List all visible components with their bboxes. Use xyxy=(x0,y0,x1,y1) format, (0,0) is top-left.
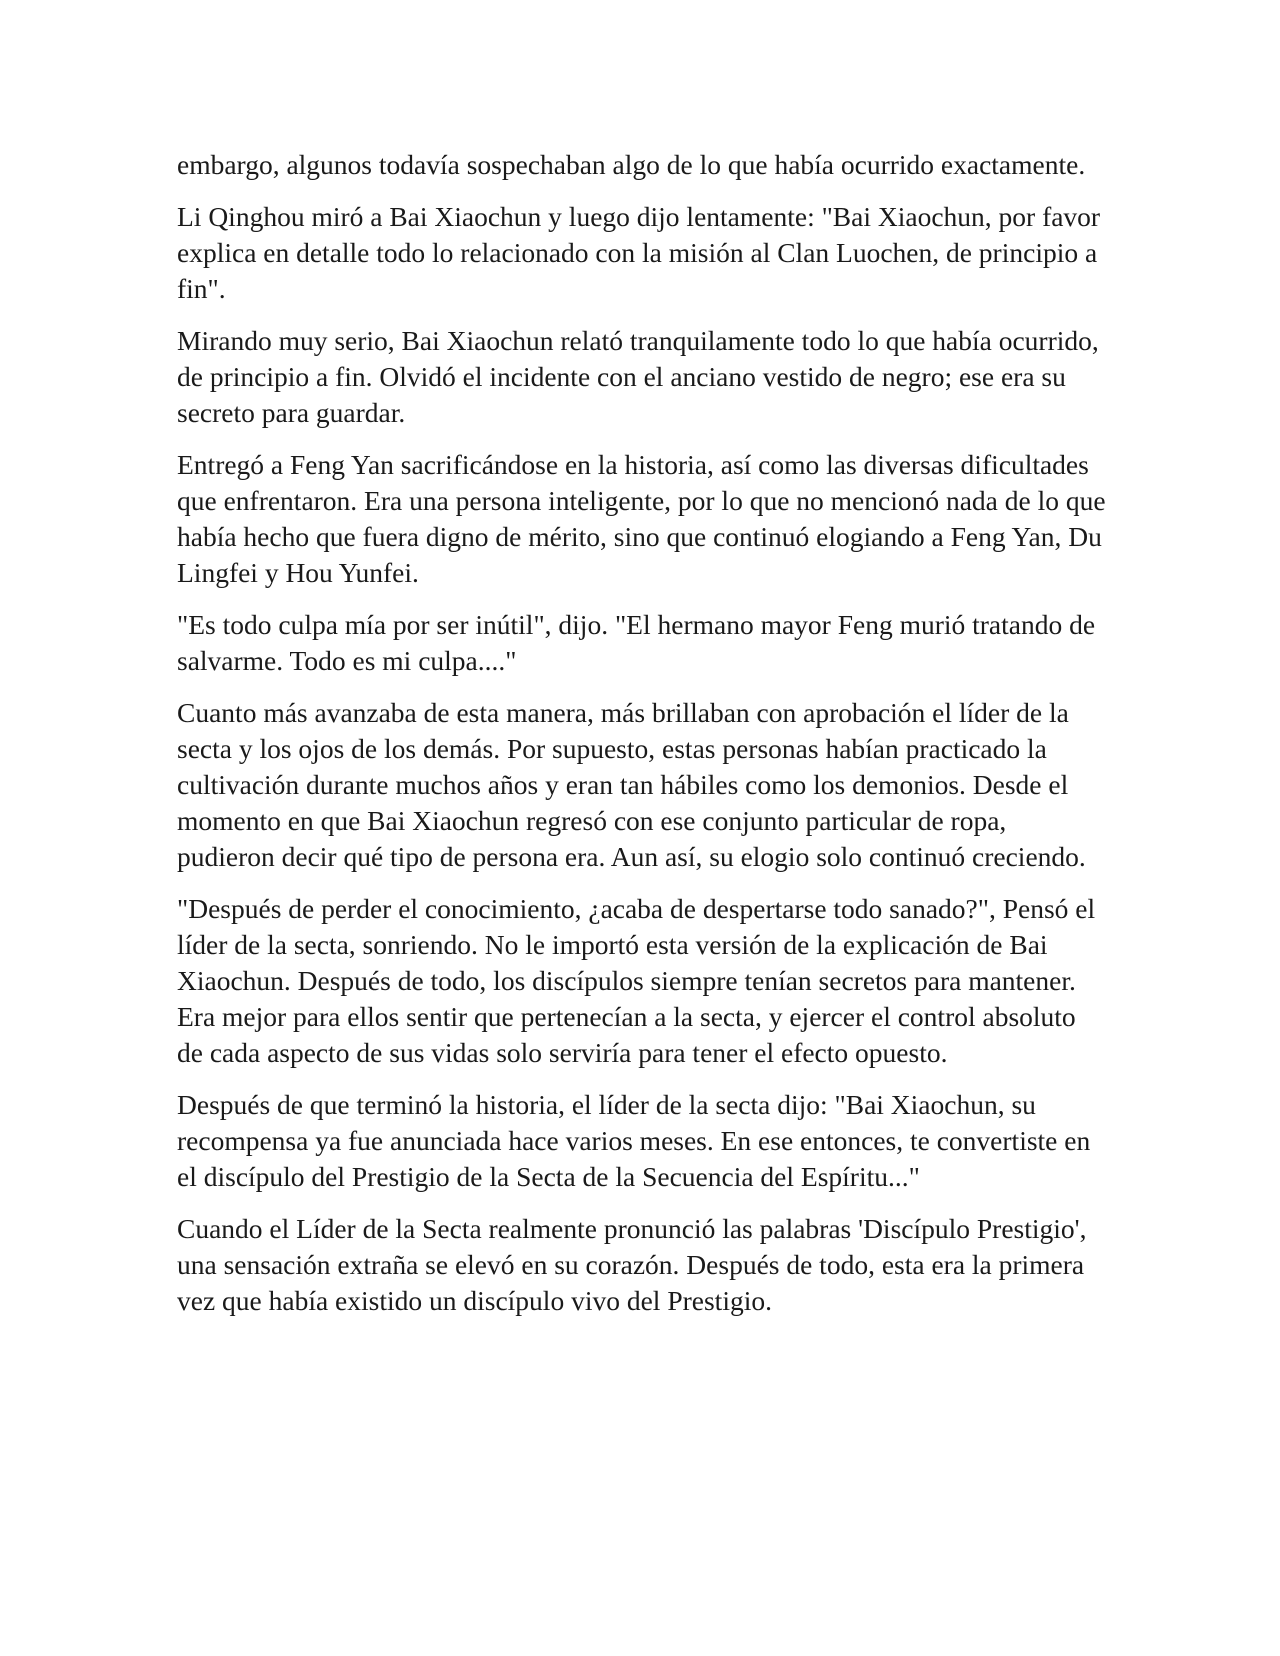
paragraph-4: Entregó a Feng Yan sacrificándose en la historia, así como las diversas dificultades que enfrentaron. Era una persona inteligente, por lo que no mencionó nada de lo que había hecho que fuera digno de mérito, sino que continuó elogiando a Feng Yan, Du Lingfei y Hou Yunfei. xyxy=(177,449,1106,588)
document-body xyxy=(177,147,1107,1335)
paragraph-2: Li Qinghou miró a Bai Xiaochun y luego dijo lentamente: "Bai Xiaochun, por favor explica en detalle todo lo relacionado con la misión al Clan Luochen, de principio a fin". xyxy=(177,201,1101,304)
paragraph-1: embargo, algunos todavía sospechaban algo de lo que había ocurrido exactamente. xyxy=(177,149,1086,180)
paragraph-9: Cuando el Líder de la Secta realmente pronunció las palabras 'Discípulo Prestigio', una sensación extraña se elevó en su corazón. Después de todo, esta era la primera vez que había existido un discípulo vivo del Prestigio. xyxy=(177,1213,1087,1316)
paragraph-3: Mirando muy serio, Bai Xiaochun relató tranquilamente todo lo que había ocurrido, de principio a fin. Olvidó el incidente con el anciano vestido de negro; ese era su secreto para guardar. xyxy=(177,325,1099,428)
paragraph-8: Después de que terminó la historia, el líder de la secta dijo: "Bai Xiaochun, su recompensa ya fue anunciada hace varios meses. En ese entonces, te convertiste en el discípulo del Prestigio de la Secta de la Secuencia del Espíritu..." xyxy=(177,1089,1091,1192)
paragraph-6: Cuanto más avanzaba de esta manera, más brillaban con aprobación el líder de la secta y los ojos de los demás. Por supuesto, estas personas habían practicado la cultivación durante muchos años y eran tan hábiles como los demonios. Desde el momento en que Bai Xiaochun regresó con ese conjunto particular de ropa, pudieron decir qué tipo de persona era. Aun así, su elogio solo continuó creciendo. xyxy=(177,697,1086,872)
paragraph-7: "Después de perder el conocimiento, ¿acaba de despertarse todo sanado?", Pensó el líder de la secta, sonriendo. No le importó esta versión de la explicación de Bai Xiaochun. Después de todo, los discípulos siempre tenían secretos para mantener. Era mejor para ellos sentir que pertenecían a la secta, y ejercer el control absoluto de cada aspecto de sus vidas solo serviría para tener el efecto opuesto. xyxy=(177,893,1096,1068)
paragraph-5: "Es todo culpa mía por ser inútil", dijo. "El hermano mayor Feng murió tratando de salvarme. Todo es mi culpa...." xyxy=(177,609,1096,676)
